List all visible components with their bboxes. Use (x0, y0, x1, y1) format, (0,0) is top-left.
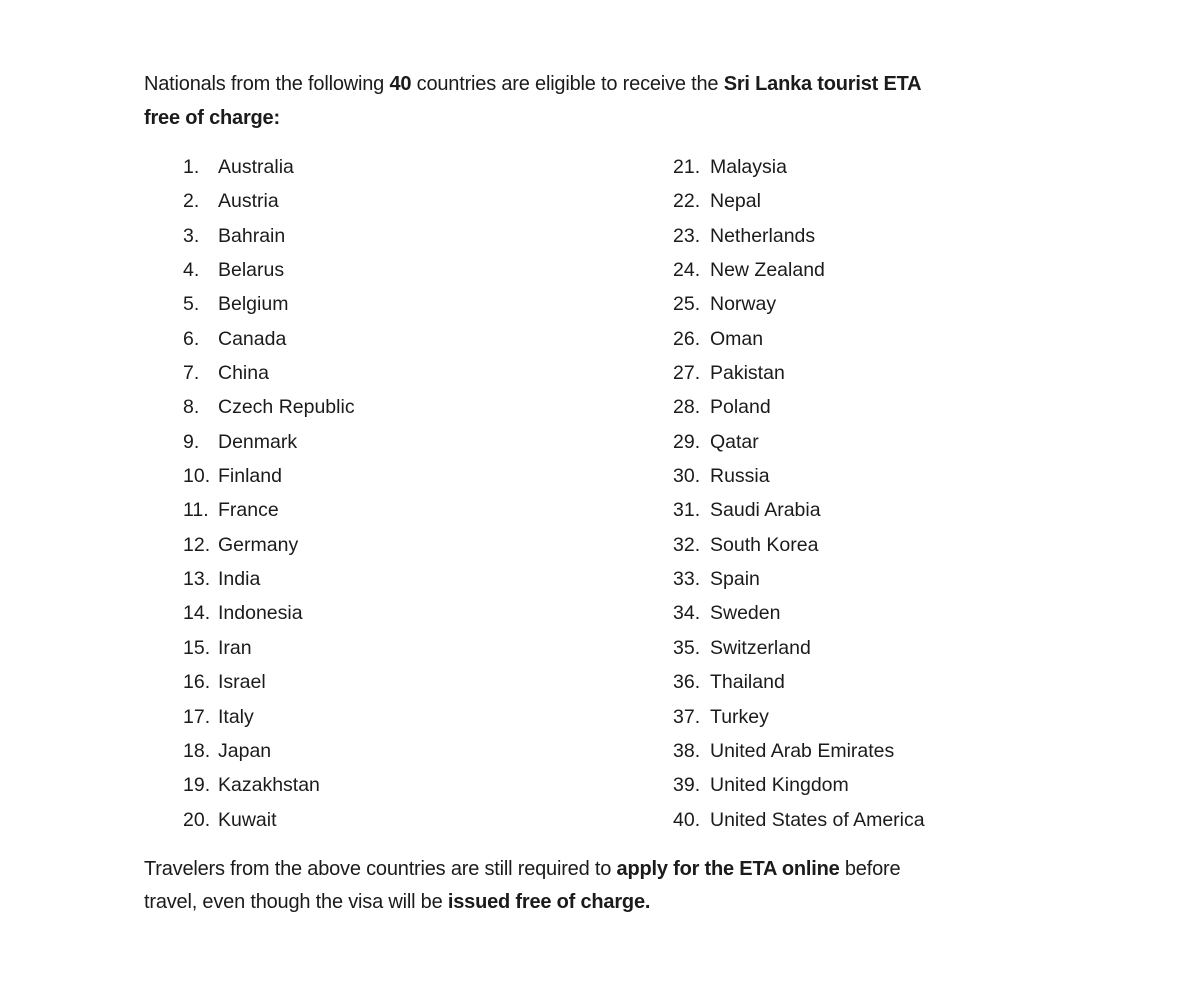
list-item-country: Kazakhstan (218, 774, 320, 797)
list-item-country: Germany (218, 533, 299, 556)
list-item-number: 38. (673, 739, 701, 762)
list-item-country: Japan (218, 739, 272, 762)
list-item-number: 33. (673, 568, 701, 591)
list-item-number: 9. (183, 430, 200, 453)
list-item-number: 28. (673, 396, 701, 419)
list-item-number: 29. (673, 430, 701, 453)
list-item-country: Turkey (710, 705, 769, 728)
list-item-country: Nepal (710, 190, 761, 213)
list-item-number: 17. (183, 705, 211, 728)
list-item-country: Malaysia (710, 156, 787, 178)
list-item-country: Netherlands (710, 224, 816, 247)
list-item (673, 803, 1056, 837)
list-item (183, 322, 673, 356)
list-item (183, 665, 673, 699)
bold-text: Sri Lanka tourist ETA (723, 73, 922, 95)
list-item (673, 356, 1056, 390)
bold-text: apply for the ETA online (616, 857, 840, 880)
paragraph-line (144, 853, 1056, 887)
list-item (673, 768, 1056, 802)
list-item (183, 734, 673, 768)
list-item (673, 287, 1056, 321)
list-item-number: 13. (183, 568, 211, 591)
bold-text: : (273, 106, 280, 129)
list-item (183, 493, 673, 527)
list-item (673, 322, 1056, 356)
list-item-country: Sweden (710, 602, 781, 625)
text: travel, even though the visa will be (144, 891, 448, 914)
list-item-country: Russia (710, 465, 770, 488)
list-item-country: Canada (218, 327, 287, 350)
list-item-number: 1. (183, 156, 200, 178)
list-item-number: 10. (183, 465, 211, 488)
list-item (183, 356, 673, 390)
intro-paragraph (144, 68, 1056, 135)
list-item (673, 700, 1056, 734)
list-item-country: United States of America (710, 808, 925, 831)
list-item (673, 390, 1056, 424)
list-item-country: Switzerland (710, 636, 811, 659)
list-item (183, 150, 673, 184)
list-item (673, 219, 1056, 253)
list-item (673, 459, 1056, 493)
list-item-country: Qatar (710, 430, 759, 453)
list-item-number: 22. (673, 190, 701, 213)
list-item-country: Kuwait (218, 808, 277, 831)
list-item-country: Norway (710, 293, 777, 316)
list-item (183, 184, 673, 218)
list-item (673, 528, 1056, 562)
list-item (673, 184, 1056, 218)
list-item-country: Denmark (218, 430, 298, 453)
list-item-country: Poland (710, 396, 771, 419)
list-item-country: New Zealand (710, 259, 825, 282)
list-item-number: 39. (673, 774, 701, 797)
list-item-number: 37. (673, 705, 701, 728)
text: Travelers from the above countries are still required to (144, 857, 617, 880)
list-item-country: India (218, 568, 261, 591)
list-item-number: 15. (183, 636, 211, 659)
list-item-number: 5. (183, 293, 200, 316)
bold-text: issued free of charge (447, 891, 645, 914)
list-item-number: 18. (183, 739, 211, 762)
list-item (673, 425, 1056, 459)
list-item-country: Thailand (710, 671, 785, 694)
country-list-column-2 (673, 150, 1056, 837)
list-item-country: Finland (218, 465, 282, 488)
list-item (673, 562, 1056, 596)
list-item (183, 768, 673, 802)
list-item-number: 34. (673, 602, 701, 625)
list-item-country: Belarus (218, 259, 285, 282)
list-item-country: Indonesia (218, 602, 303, 625)
list-item-country: Oman (710, 327, 764, 350)
text: Nationals from the following (144, 73, 390, 95)
paragraph-line (144, 68, 1056, 102)
list-item-country: Iran (218, 636, 252, 659)
list-item-country: South Korea (710, 533, 819, 556)
bold-text: . (644, 891, 651, 914)
list-item (673, 493, 1056, 527)
list-item-number: 20. (183, 808, 211, 831)
list-item (673, 150, 1056, 184)
list-item-country: Israel (218, 671, 266, 694)
list-item-number: 2. (183, 190, 200, 213)
list-item-number: 23. (673, 224, 701, 247)
list-item-country: Bahrain (218, 224, 286, 247)
list-item (673, 631, 1056, 665)
text: before (839, 857, 901, 880)
list-item-country: China (218, 362, 269, 385)
list-item-number: 35. (673, 636, 701, 659)
list-item-number: 21. (673, 156, 701, 178)
list-item-country: Czech Republic (218, 396, 355, 419)
list-item-number: 40. (673, 808, 701, 831)
list-item-number: 31. (673, 499, 701, 522)
list-item-number: 19. (183, 774, 211, 797)
list-item (183, 562, 673, 596)
list-item-number: 36. (673, 671, 701, 694)
text: countries are eligible to receive the (411, 73, 724, 95)
list-item (183, 425, 673, 459)
list-item (183, 459, 673, 493)
list-item-number: 12. (183, 533, 211, 556)
list-item-country: Pakistan (710, 362, 785, 385)
list-item (183, 803, 673, 837)
bold-text: free of charge (144, 106, 274, 129)
list-item-country: United Kingdom (710, 774, 849, 797)
list-item-country: Austria (218, 190, 279, 213)
list-item-number: 4. (183, 259, 200, 282)
country-list (144, 150, 1056, 837)
paragraph-line (144, 102, 1056, 136)
list-item-number: 16. (183, 671, 211, 694)
list-item-number: 7. (183, 362, 200, 385)
list-item-number: 24. (673, 259, 701, 282)
country-list-column-1 (183, 150, 673, 837)
list-item-number: 26. (673, 327, 701, 350)
bold-text: 40 (389, 73, 412, 95)
list-item-country: Australia (218, 156, 294, 178)
paragraph-line (144, 886, 1056, 920)
list-item (673, 734, 1056, 768)
list-item (183, 528, 673, 562)
list-item (183, 253, 673, 287)
list-item (183, 596, 673, 630)
list-item-country: Belgium (218, 293, 289, 316)
list-item-number: 3. (183, 224, 200, 247)
list-item (183, 631, 673, 665)
list-item-country: Spain (710, 568, 760, 591)
footer-paragraph (144, 853, 1056, 920)
list-item (183, 287, 673, 321)
list-item-number: 14. (183, 602, 211, 625)
list-item-country: Saudi Arabia (710, 499, 821, 522)
list-item (183, 219, 673, 253)
list-item (183, 390, 673, 424)
list-item-number: 11. (183, 499, 209, 522)
list-item-number: 27. (673, 362, 701, 385)
list-item-country: France (218, 499, 279, 522)
list-item-number: 6. (183, 327, 200, 350)
list-item (183, 700, 673, 734)
list-item-number: 25. (673, 293, 701, 316)
list-item-number: 30. (673, 465, 701, 488)
list-item (673, 253, 1056, 287)
list-item-number: 8. (183, 396, 200, 419)
list-item (673, 665, 1056, 699)
list-item (673, 596, 1056, 630)
list-item-country: Italy (218, 705, 254, 728)
list-item-country: United Arab Emirates (710, 739, 895, 762)
list-item-number: 32. (673, 533, 701, 556)
